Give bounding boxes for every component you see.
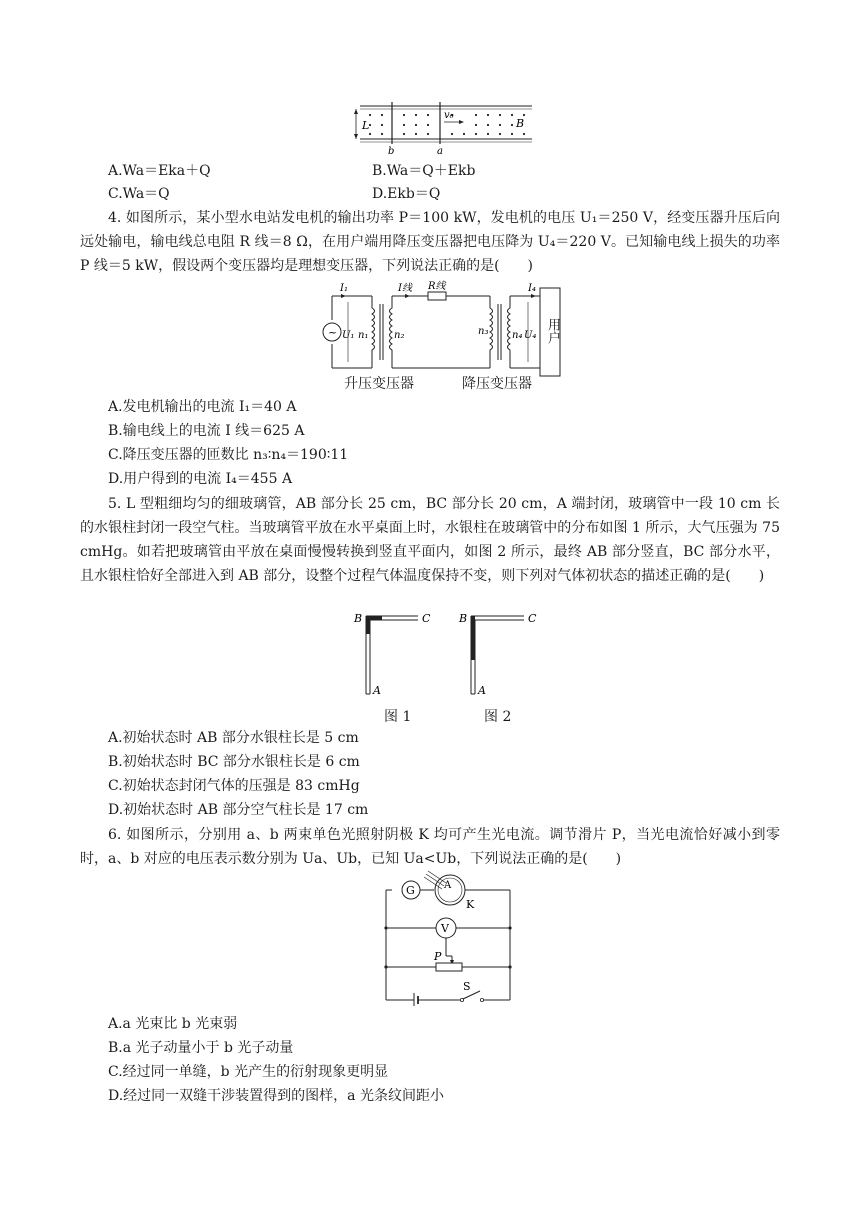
label-s: S [463, 980, 471, 993]
label-k: K [466, 898, 475, 911]
label-a: a [437, 146, 443, 156]
label-v0: v₀ [444, 110, 454, 121]
label-u1: U₁ [342, 330, 355, 341]
user-box-label: 用户 [545, 318, 560, 344]
label-n1: n₁ [358, 330, 369, 341]
q5-option-d: D.初始状态时 AB 部分空气柱长是 17 cm [108, 802, 369, 818]
q4-stem: 4. 如图所示，某小型水电站发电机的输出功率 P＝100 kW，发电机的电压 U₁＝250 V，经变压器升压后向远处输电，输电线总电阻 R 线＝8 Ω，在用户端用降压变压器把电压降为 U₄＝220 V。已知输电线上损失的功率 P 线＝5 kW，假设两个变压器均是理想变压器，下列说法正确的是( ) [80, 210, 780, 274]
step-up-caption: 升压变压器 [344, 376, 414, 392]
magnetic-field-figure [350, 100, 540, 156]
fig1-label-b: B [354, 612, 363, 625]
step-down-caption: 降压变压器 [462, 376, 532, 392]
q3-option-b: B.Wa＝Q＋Ekb [372, 163, 476, 179]
q6-option-d: D.经过同一双缝干涉装置得到的图样，a 光条纹间距小 [108, 1088, 444, 1104]
label-n2: n₂ [394, 330, 405, 341]
q6-option-a: A.a 光束比 b 光束弱 [108, 1016, 238, 1032]
label-b: b [388, 146, 395, 156]
fig1-caption: 图 1 [384, 709, 412, 725]
label-p: P [434, 950, 442, 963]
q6-stem: 6. 如图所示，分别用 a、b 两束单色光照射阴极 K 均可产生光电流。调节滑片 P，当光电流恰好减小到零时，a、b 对应的电压表示数分别为 Ua、Ub，已知 Ua<Ub，下列说法正确的是( ) [80, 827, 780, 867]
q5-stem: 5. L 型粗细均匀的细玻璃管，AB 部分长 25 cm，BC 部分长 20 cm，A 端封闭，玻璃管中一段 10 cm 长的水银柱封闭一段空气柱。当玻璃管平放在水平桌面上时，水银柱在玻璃管中的分布如图 1 所示，大气压强为 75 cmHg。如若把玻璃管由平放在桌面慢慢转换到竖直平面内，如图 2 所示，最终 AB 部分竖直，BC 部分水平，且水银柱恰好全部进入到 AB 部分，设整个过程气体温度保持不变，则下列对气体初状态的描述正确的是( ) [80, 496, 780, 584]
q5-option-a: A.初始状态时 AB 部分水银柱长是 5 cm [108, 730, 359, 746]
fig2-label-b: B [459, 612, 468, 625]
label-b-upper: B [516, 117, 525, 130]
label-l: L [362, 119, 370, 132]
label-n3: n₃ [478, 326, 489, 337]
label-i-line: I线 [398, 283, 412, 294]
q4-option-c: C.降压变压器的匝数比 n₃∶n₄＝190∶11 [108, 447, 349, 463]
q5-option-c: C.初始状态封闭气体的压强是 83 cmHg [108, 778, 360, 794]
q3-option-c: C.Wa＝Q [108, 186, 170, 202]
fig1-label-c: C [422, 612, 431, 625]
svg-text:~: ~ [328, 326, 338, 339]
q4-option-b: B.输电线上的电流 I 线＝625 A [108, 423, 305, 439]
photoelectric-circuit-figure [378, 870, 518, 1006]
label-g: G [406, 884, 415, 897]
glass-tube-figure [344, 606, 554, 702]
label-n4: n₄ [512, 330, 523, 341]
label-i1: I₁ [340, 283, 348, 294]
label-i4: I₄ [528, 283, 536, 294]
fig2-caption: 图 2 [484, 709, 512, 725]
q4-option-d: D.用户得到的电流 I₄＝455 A [108, 471, 293, 487]
label-r-line: R线 [428, 281, 446, 292]
q3-option-a: A.Wa＝Eka＋Q [108, 163, 211, 179]
q5-option-b: B.初始状态时 BC 部分水银柱长是 6 cm [108, 754, 360, 770]
label-u4: U₄ [524, 330, 537, 341]
label-v: V [441, 922, 449, 935]
q6-option-c: C.经过同一单缝，b 光产生的衍射现象更明显 [108, 1064, 389, 1080]
q3-option-d: D.Ekb＝Q [372, 186, 441, 202]
fig2-label-c: C [528, 612, 537, 625]
fig1-label-a: A [373, 684, 381, 697]
fig2-label-a: A [478, 684, 486, 697]
label-a: A [444, 880, 452, 891]
q4-option-a: A.发电机输出的电流 I₁＝40 A [108, 399, 297, 415]
q6-option-b: B.a 光子动量小于 b 光子动量 [108, 1040, 294, 1056]
